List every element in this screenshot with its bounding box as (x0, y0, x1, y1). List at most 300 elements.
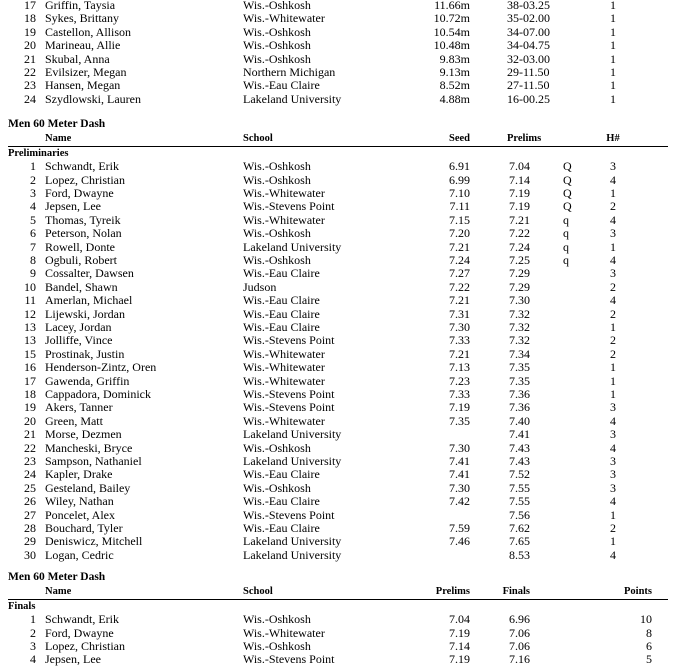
table-row (0, 174, 675, 187)
school-cell: Wis.-Eau Claire (243, 266, 320, 281)
points-cell: 6 (646, 639, 652, 653)
prelim-time-cell: 7.30 (509, 293, 530, 308)
place-cell: 13 (24, 320, 36, 334)
qualifier-flag: q (563, 239, 569, 254)
prelim-time-cell: 7.14 (509, 172, 530, 187)
school-cell: Wis.-Oshkosh (243, 0, 311, 12)
table-row (0, 66, 675, 79)
school-cell: Wis.-Oshkosh (243, 159, 311, 174)
prelim-time-cell: 7.62 (509, 521, 530, 535)
table-row (0, 375, 675, 388)
qualifier-flag: q (563, 226, 569, 241)
place-cell: 5 (30, 212, 36, 227)
header-finals: Finals (502, 586, 530, 597)
heat-cell: 4 (610, 494, 616, 509)
place-cell: 2 (30, 172, 36, 187)
prelim-time-cell: 7.29 (509, 266, 530, 281)
prelim-time-cell: 7.14 (449, 639, 470, 653)
athlete-name-cell: Prostinak, Justin (45, 346, 125, 361)
flight-cell: 1 (610, 24, 616, 39)
athlete-name-cell: Cappadora, Dominick (45, 387, 151, 401)
prelim-time-cell: 7.19 (509, 199, 530, 214)
school-cell: Northern Michigan (243, 65, 336, 79)
school-cell: Wis.-Eau Claire (243, 293, 320, 308)
school-cell: Lakeland University (243, 239, 342, 254)
mark-cell: 10.48m (433, 38, 470, 53)
mark-cell: 9.83m (439, 51, 470, 66)
prelim-time-cell: 7.35 (509, 373, 530, 388)
round-label: Preliminaries (8, 148, 69, 159)
table-row (0, 227, 675, 240)
column-header-row (0, 132, 675, 145)
qualifier-flag: Q (563, 186, 572, 200)
heat-cell: 1 (610, 507, 616, 522)
place-cell: 19 (24, 24, 36, 39)
table-row (0, 361, 675, 374)
place-cell: 17 (24, 0, 36, 12)
imperial-mark-cell: 34-04.75 (507, 38, 550, 53)
prelim-time-cell: 7.55 (509, 480, 530, 495)
school-cell: Wis.-Oshkosh (243, 226, 311, 241)
header-heat: H# (606, 133, 620, 144)
school-cell: Wis.-Stevens Point (243, 652, 335, 667)
athlete-name-cell: Bouchard, Tyler (45, 521, 123, 535)
school-cell: Wis.-Stevens Point (243, 387, 335, 401)
place-cell: 7 (30, 239, 36, 254)
flight-cell: 1 (610, 91, 616, 106)
flight-cell: 1 (610, 38, 616, 53)
heat-cell: 1 (610, 186, 616, 200)
heat-cell: 4 (610, 293, 616, 308)
qualifier-flag: Q (563, 159, 572, 174)
place-cell: 24 (24, 467, 36, 482)
table-row (0, 241, 675, 254)
heat-cell: 2 (610, 306, 616, 321)
final-time-cell: 6.96 (509, 612, 530, 627)
prelim-time-cell: 7.40 (509, 413, 530, 428)
school-cell: Wis.-Whitewater (243, 360, 325, 375)
athlete-name-cell: Jepsen, Lee (45, 652, 101, 667)
athlete-name-cell: Schwandt, Erik (45, 159, 119, 174)
qualifier-flag: q (563, 253, 569, 267)
prelim-time-cell: 7.43 (509, 454, 530, 468)
final-time-cell: 7.06 (509, 639, 530, 653)
imperial-mark-cell: 16-00.25 (507, 91, 550, 106)
flight-cell: 1 (610, 78, 616, 93)
table-row (0, 613, 675, 626)
heat-cell: 1 (610, 360, 616, 375)
prelim-time-cell: 7.56 (509, 507, 530, 522)
header-school: School (243, 586, 273, 597)
table-row (0, 308, 675, 321)
heat-cell: 4 (610, 212, 616, 227)
school-cell: Wis.-Oshkosh (243, 612, 311, 627)
place-cell: 29 (24, 534, 36, 549)
place-cell: 18 (24, 11, 36, 26)
school-cell: Wis.-Whitewater (243, 11, 325, 26)
school-cell: Wis.-Stevens Point (243, 199, 335, 214)
seed-cell: 7.35 (449, 413, 470, 428)
school-cell: Wis.-Oshkosh (243, 51, 311, 66)
athlete-name-cell: Lijewski, Jordan (45, 306, 125, 321)
table-row (0, 12, 675, 25)
table-row (0, 415, 675, 428)
table-row (0, 522, 675, 535)
school-cell: Wis.-Oshkosh (243, 480, 311, 495)
heat-cell: 1 (610, 387, 616, 401)
athlete-name-cell: Lacey, Jordan (45, 320, 112, 334)
athlete-name-cell: Gawenda, Griffin (45, 373, 130, 388)
heat-cell: 4 (610, 172, 616, 187)
place-cell: 22 (24, 65, 36, 79)
school-cell: Wis.-Eau Claire (243, 494, 320, 509)
place-cell: 27 (24, 507, 36, 522)
seed-cell: 7.23 (449, 373, 470, 388)
athlete-name-cell: Rowell, Donte (45, 239, 115, 254)
school-cell: Lakeland University (243, 91, 342, 106)
place-cell: 3 (30, 186, 36, 200)
athlete-name-cell: Evilsizer, Megan (45, 65, 127, 79)
seed-cell: 7.19 (449, 400, 470, 415)
school-cell: Lakeland University (243, 427, 342, 442)
place-cell: 25 (24, 480, 36, 495)
seed-cell: 7.21 (449, 239, 470, 254)
place-cell: 20 (24, 413, 36, 428)
event-title: Men 60 Meter Dash (8, 571, 106, 583)
qualifier-flag: Q (563, 172, 572, 187)
school-cell: Wis.-Whitewater (243, 625, 325, 640)
school-cell: Wis.-Whitewater (243, 413, 325, 428)
header-school: School (243, 133, 273, 144)
school-cell: Wis.-Eau Claire (243, 467, 320, 482)
mark-cell: 9.13m (439, 65, 470, 79)
athlete-name-cell: Griffin, Taysia (45, 0, 116, 12)
place-cell: 20 (24, 38, 36, 53)
points-cell: 10 (640, 612, 652, 627)
place-cell: 22 (24, 440, 36, 455)
place-cell: 18 (24, 387, 36, 401)
header-seed: Seed (449, 133, 470, 144)
athlete-name-cell: Jolliffe, Vince (45, 333, 113, 348)
prelim-time-cell: 7.32 (509, 333, 530, 348)
athlete-name-cell: Jepsen, Lee (45, 199, 101, 214)
mark-cell: 8.52m (439, 78, 470, 93)
place-cell: 12 (24, 306, 36, 321)
heat-cell: 1 (610, 239, 616, 254)
seed-cell: 7.13 (449, 360, 470, 375)
prelim-time-cell: 7.22 (509, 226, 530, 241)
prelim-time-cell: 7.35 (509, 360, 530, 375)
place-cell: 1 (30, 612, 36, 627)
heat-cell: 2 (610, 199, 616, 214)
prelim-time-cell: 7.52 (509, 467, 530, 482)
imperial-mark-cell: 38-03.25 (507, 0, 550, 12)
divider (8, 146, 668, 147)
school-cell: Wis.-Oshkosh (243, 440, 311, 455)
athlete-name-cell: Akers, Tanner (45, 400, 113, 415)
school-cell: Lakeland University (243, 454, 342, 468)
school-cell: Wis.-Stevens Point (243, 400, 335, 415)
athlete-name-cell: Hansen, Megan (45, 78, 121, 93)
heat-cell: 2 (610, 333, 616, 348)
place-cell: 4 (30, 652, 36, 667)
imperial-mark-cell: 27-11.50 (507, 78, 550, 93)
seed-cell: 7.42 (449, 494, 470, 509)
table-row (0, 653, 675, 666)
header-name: Name (45, 133, 72, 144)
table-row (0, 495, 675, 508)
flight-cell: 1 (610, 0, 616, 12)
heat-cell: 1 (610, 534, 616, 549)
table-row (0, 348, 675, 361)
school-cell: Wis.-Stevens Point (243, 507, 335, 522)
athlete-name-cell: Lopez, Christian (45, 639, 125, 653)
prelim-time-cell: 7.19 (449, 652, 470, 667)
school-cell: Wis.-Eau Claire (243, 320, 320, 334)
seed-cell: 7.20 (449, 226, 470, 241)
place-cell: 3 (30, 639, 36, 653)
final-time-cell: 7.06 (509, 625, 530, 640)
place-cell: 11 (24, 293, 36, 308)
final-time-cell: 7.16 (509, 652, 530, 667)
event-title: Men 60 Meter Dash (8, 118, 106, 130)
seed-cell: 7.11 (449, 199, 470, 214)
mark-cell: 4.88m (439, 91, 470, 106)
table-row (0, 388, 675, 401)
athlete-name-cell: Wiley, Nathan (45, 494, 114, 509)
school-cell: Lakeland University (243, 547, 342, 562)
imperial-mark-cell: 32-03.00 (507, 51, 550, 66)
school-cell: Wis.-Eau Claire (243, 521, 320, 535)
school-cell: Wis.-Oshkosh (243, 639, 311, 653)
athlete-name-cell: Poncelet, Alex (45, 507, 115, 522)
heat-cell: 2 (610, 521, 616, 535)
athlete-name-cell: Ford, Dwayne (45, 625, 114, 640)
seed-cell: 7.33 (449, 387, 470, 401)
place-cell: 19 (24, 400, 36, 415)
table-row (0, 281, 675, 294)
table-row (0, 160, 675, 173)
school-cell: Wis.-Eau Claire (243, 306, 320, 321)
table-row (0, 549, 675, 562)
seed-cell: 7.21 (449, 346, 470, 361)
heat-cell: 3 (610, 467, 616, 482)
table-row (0, 254, 675, 267)
heat-cell: 2 (610, 346, 616, 361)
table-row (0, 334, 675, 347)
table-row (0, 627, 675, 640)
place-cell: 2 (30, 625, 36, 640)
school-cell: Wis.-Oshkosh (243, 24, 311, 39)
athlete-name-cell: Lopez, Christian (45, 172, 125, 187)
prelim-time-cell: 8.53 (509, 547, 530, 562)
table-row (0, 321, 675, 334)
divider (8, 599, 668, 600)
prelim-time-cell: 7.34 (509, 346, 530, 361)
table-row (0, 455, 675, 468)
heat-cell: 3 (610, 427, 616, 442)
heat-cell: 3 (610, 159, 616, 174)
table-row (0, 187, 675, 200)
seed-cell: 6.99 (449, 172, 470, 187)
school-cell: Wis.-Oshkosh (243, 253, 311, 267)
seed-cell: 7.30 (449, 320, 470, 334)
place-cell: 26 (24, 494, 36, 509)
points-cell: 5 (646, 652, 652, 667)
table-row (0, 214, 675, 227)
table-row (0, 93, 675, 106)
flight-cell: 1 (610, 65, 616, 79)
school-cell: Wis.-Oshkosh (243, 172, 311, 187)
table-row (0, 640, 675, 653)
prelim-time-cell: 7.32 (509, 320, 530, 334)
place-cell: 21 (24, 51, 36, 66)
qualifier-flag: Q (563, 199, 572, 214)
place-cell: 8 (30, 253, 36, 267)
table-row (0, 482, 675, 495)
athlete-name-cell: Sykes, Brittany (45, 11, 119, 26)
prelim-time-cell: 7.41 (509, 427, 530, 442)
seed-cell: 7.24 (449, 253, 470, 267)
athlete-name-cell: Gesteland, Bailey (45, 480, 131, 495)
school-cell: Wis.-Whitewater (243, 346, 325, 361)
place-cell: 28 (24, 521, 36, 535)
heat-cell: 3 (610, 266, 616, 281)
athlete-name-cell: Morse, Dezmen (45, 427, 122, 442)
heat-cell: 1 (610, 373, 616, 388)
athlete-name-cell: Schwandt, Erik (45, 612, 119, 627)
heat-cell: 3 (610, 454, 616, 468)
place-cell: 1 (30, 159, 36, 174)
seed-cell: 7.41 (449, 454, 470, 468)
mark-cell: 10.72m (433, 11, 470, 26)
athlete-name-cell: Peterson, Nolan (45, 226, 122, 241)
heat-cell: 4 (610, 440, 616, 455)
table-row (0, 468, 675, 481)
school-cell: Wis.-Whitewater (243, 186, 325, 200)
seed-cell: 7.30 (449, 440, 470, 455)
seed-cell: 7.22 (449, 279, 470, 294)
school-cell: Wis.-Stevens Point (243, 333, 335, 348)
round-label: Finals (8, 601, 36, 612)
athlete-name-cell: Castellon, Allison (45, 24, 132, 39)
prelim-time-cell: 7.25 (509, 253, 530, 267)
heat-cell: 4 (610, 253, 616, 267)
header-points: Points (623, 586, 652, 597)
athlete-name-cell: Deniswicz, Mitchell (45, 534, 143, 549)
athlete-name-cell: Szydlowski, Lauren (45, 91, 141, 106)
table-row (0, 294, 675, 307)
athlete-name-cell: Ogbuli, Robert (45, 253, 117, 267)
prelim-time-cell: 7.19 (449, 625, 470, 640)
place-cell: 15 (24, 346, 36, 361)
seed-cell: 7.30 (449, 480, 470, 495)
mark-cell: 11.66m (434, 0, 470, 12)
seed-cell: 7.33 (449, 333, 470, 348)
header-prelims: Prelims (507, 133, 542, 144)
prelim-time-cell: 7.36 (509, 387, 530, 401)
seed-cell: 7.21 (449, 293, 470, 308)
place-cell: 30 (24, 547, 36, 562)
heat-cell: 1 (610, 320, 616, 334)
prelim-time-cell: 7.32 (509, 306, 530, 321)
table-row (0, 428, 675, 441)
heat-cell: 3 (610, 226, 616, 241)
heat-cell: 3 (610, 480, 616, 495)
flight-cell: 1 (610, 51, 616, 66)
prelim-time-cell: 7.65 (509, 534, 530, 549)
seed-cell: 7.31 (449, 306, 470, 321)
points-cell: 8 (646, 625, 652, 640)
prelim-time-cell: 7.19 (509, 186, 530, 200)
place-cell: 17 (24, 373, 36, 388)
table-row (0, 39, 675, 52)
seed-cell: 7.41 (449, 467, 470, 482)
place-cell: 10 (24, 279, 36, 294)
place-cell: 23 (24, 78, 36, 93)
athlete-name-cell: Kapler, Drake (45, 467, 113, 482)
imperial-mark-cell: 34-07.00 (507, 24, 550, 39)
heat-cell: 3 (610, 400, 616, 415)
place-cell: 21 (24, 427, 36, 442)
seed-cell: 7.10 (449, 186, 470, 200)
school-cell: Wis.-Eau Claire (243, 78, 320, 93)
prelim-time-cell: 7.21 (509, 212, 530, 227)
athlete-name-cell: Logan, Cedric (45, 547, 114, 562)
seed-cell: 7.27 (449, 266, 470, 281)
prelim-time-cell: 7.24 (509, 239, 530, 254)
table-row (0, 267, 675, 280)
prelim-time-cell: 7.55 (509, 494, 530, 509)
place-cell: 24 (24, 91, 36, 106)
prelim-time-cell: 7.29 (509, 279, 530, 294)
heat-cell: 4 (610, 413, 616, 428)
athlete-name-cell: Mancheski, Bryce (45, 440, 133, 455)
seed-cell: 7.15 (449, 212, 470, 227)
place-cell: 23 (24, 454, 36, 468)
table-row (0, 79, 675, 92)
school-cell: Judson (243, 279, 277, 294)
place-cell: 16 (24, 360, 36, 375)
athlete-name-cell: Sampson, Nathaniel (45, 454, 142, 468)
place-cell: 6 (30, 226, 36, 241)
seed-cell: 6.91 (449, 159, 470, 174)
prelim-time-cell: 7.43 (509, 440, 530, 455)
place-cell: 4 (30, 199, 36, 214)
athlete-name-cell: Bandel, Shawn (45, 279, 118, 294)
table-row (0, 442, 675, 455)
athlete-name-cell: Cossalter, Dawsen (45, 266, 134, 281)
imperial-mark-cell: 29-11.50 (507, 65, 550, 79)
column-header-row (0, 585, 675, 598)
school-cell: Wis.-Oshkosh (243, 38, 311, 53)
prelim-time-cell: 7.04 (509, 159, 530, 174)
seed-cell: 7.59 (449, 521, 470, 535)
header-prelims: Prelims (435, 586, 470, 597)
imperial-mark-cell: 35-02.00 (507, 11, 550, 26)
athlete-name-cell: Henderson-Zintz, Oren (45, 360, 157, 375)
header-name: Name (45, 586, 72, 597)
qualifier-flag: q (563, 212, 569, 227)
place-cell: 9 (30, 266, 36, 281)
table-row (0, 26, 675, 39)
table-row (0, 535, 675, 548)
place-cell: 13 (24, 333, 36, 348)
heat-cell: 4 (610, 547, 616, 562)
athlete-name-cell: Skubal, Anna (45, 51, 110, 66)
flight-cell: 1 (610, 11, 616, 26)
mark-cell: 10.54m (433, 24, 470, 39)
